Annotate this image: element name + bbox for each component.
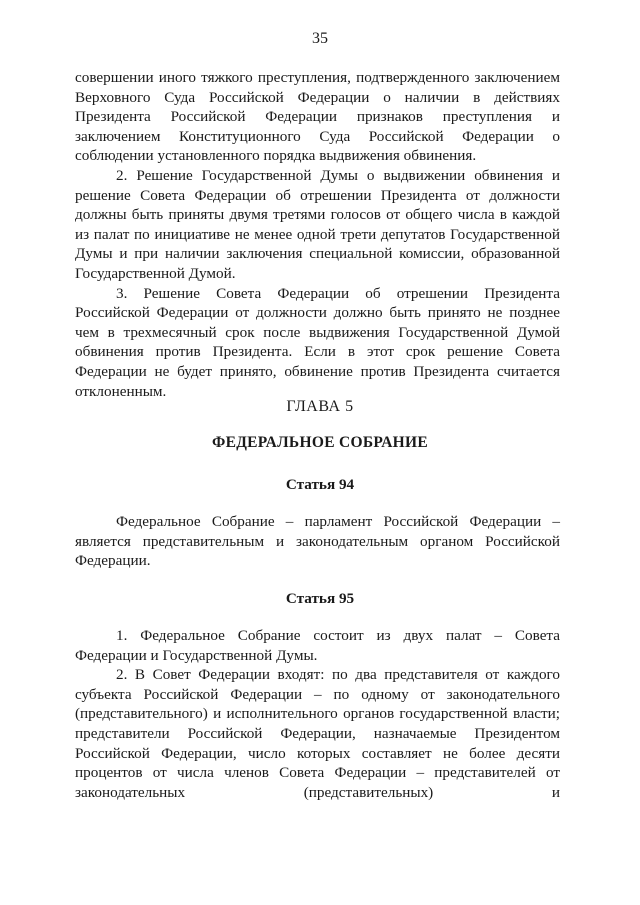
article-94-heading: Статья 94	[285, 476, 355, 493]
article-95-text	[75, 626, 560, 802]
article-94-text	[75, 512, 560, 571]
continuation-paragraph-2: 2. Решение Государственной Думы о выдвижении обвинения и решение Совета Федерации об отрешении Президента от должности должны быть приняты двумя третями голосов от общего числа в каждой из палат по инициативе не менее одной трети депутатов Государственной Думы и при наличии заключения специальной комиссии, образованной Государственной Думой.	[75, 166, 560, 282]
article-95-paragraph-2: 2. В Совет Федерации входят: по два представителя от каждого субъекта Российской Федерации – по одному от законодательного (представительного) и исполнительного органов государственной власти; представители Российской Федерации, назначаемые Президентом Российской Федерации, число которых составляет не более десяти процентов от числа членов Совета Федерации – представителей от законодательных (представительных) и	[75, 666, 560, 801]
chapter-title: ФЕДЕРАЛЬНОЕ СОБРАНИЕ	[211, 434, 429, 451]
continuation-paragraph-3: 3. Решение Совета Федерации об отрешении Президента Российской Федерации от должности должно быть принято не позднее чем в трехмесячный срок после выдвижения Государственной Думой обвинения против Президента. Если в этот срок решение Совета Федерации не будет принято, обвинение против Президента считается отклоненным.	[75, 284, 560, 400]
continuation-text	[75, 68, 560, 401]
page-number: 35	[312, 30, 328, 47]
continuation-paragraph-1: совершении иного тяжкого преступления, подтвержденного заключением Верховного Суда Российской Федерации о наличии в действиях Президента Российской Федерации признаков преступления и заключением Конституционного Суда Российской Федерации о соблюдении установленного порядка выдвижения обвинения.	[75, 69, 560, 165]
chapter-label: ГЛАВА 5	[286, 398, 354, 415]
article-95-paragraph-1: 1. Федеральное Собрание состоит из двух палат – Совета Федерации и Государственной Думы.	[75, 627, 560, 664]
article-95-heading: Статья 95	[285, 590, 355, 607]
article-94-paragraph-1: Федеральное Собрание – парламент Российской Федерации – является представительным и законодательным органом Российской Федерации.	[75, 513, 560, 570]
